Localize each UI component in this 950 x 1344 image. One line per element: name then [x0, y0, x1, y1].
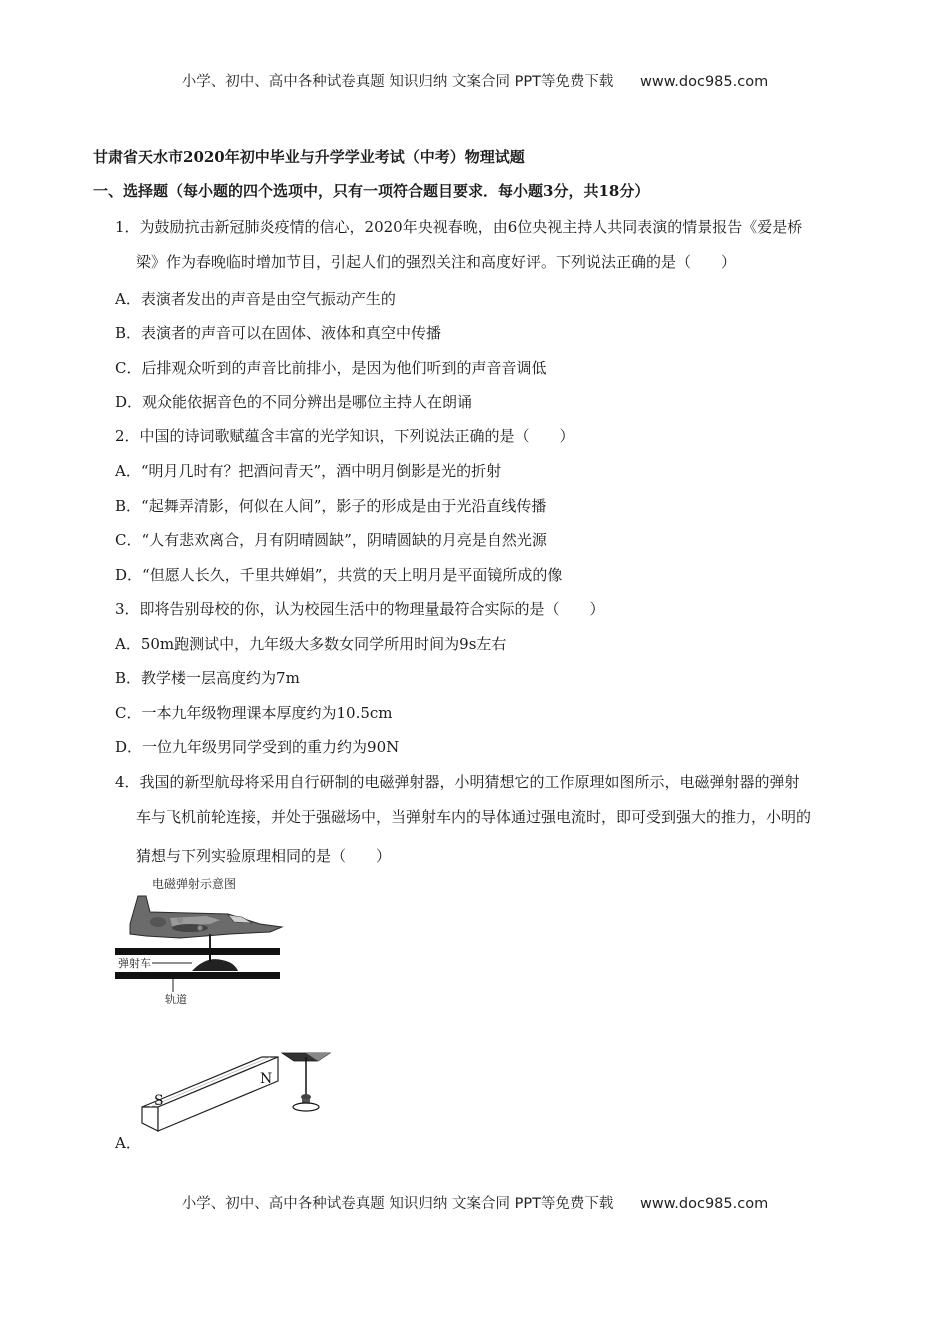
header-text: 小学、初中、高中各种试卷真题 知识归纳 文案合同 PPT等免费下载 [181, 74, 614, 90]
question-1-option-a: A．表演者发出的声音是由空气振动产生的 [115, 290, 396, 308]
question-2-line-1: 2．中国的诗词歌赋蕴含丰富的光学知识，下列说法正确的是（ ） [115, 427, 575, 445]
jet-aircraft-image [130, 896, 282, 952]
magnet-pole-s: S [154, 1093, 164, 1109]
question-1-line-2: 梁》作为春晚临时增加节目，引起人们的强烈关注和高度好评。下列说法正确的是（ ） [136, 253, 737, 271]
catapult-diagram [110, 872, 290, 1012]
page-footer [0, 1192, 950, 1213]
footer-text: 小学、初中、高中各种试卷真题 知识归纳 文案合同 PPT等免费下载 [181, 1196, 614, 1212]
page-header [0, 70, 950, 91]
question-4-option-a: A． [115, 1134, 141, 1152]
question-3-line-1: 3．即将告别母校的你，认为校园生活中的物理量最符合实际的是（ ） [115, 600, 605, 618]
exam-title: 甘肃省天水市2020年初中毕业与升学学业考试（中考）物理试题 [93, 148, 525, 166]
footer-site-link[interactable]: www.doc985.com [640, 1196, 769, 1212]
question-1-line-1: 1．为鼓励抗击新冠肺炎疫情的信心，2020年央视春晚，由6位央视主持人共同表演的情景报告《爱是桥 [115, 218, 803, 236]
deck-bar [115, 948, 280, 955]
bar-magnet-figure [130, 1045, 350, 1145]
catapult-car-shape [192, 959, 238, 971]
question-2-option-c: C．“人有悲欢离合，月有阴晴圆缺”，阴晴圆缺的月亮是自然光源 [115, 531, 547, 549]
question-1-option-d: D．观众能依据音色的不同分辨出是哪位主持人在朗诵 [115, 393, 473, 411]
question-4-line-1: 4．我国的新型航母将采用自行研制的电磁弹射器，小明猜想它的工作原理如图所示，电磁弹射器的弹射 [115, 773, 800, 791]
section-heading: 一、选择题（每小题的四个选项中，只有一项符合题目要求．每小题3分，共18分） [93, 182, 650, 200]
question-4-line-2: 车与飞机前轮连接，并处于强磁场中，当弹射车内的导体通过强电流时，即可受到强大的推力，小明的 [136, 808, 812, 826]
label-catapult-car: 弹射车 [118, 957, 151, 970]
question-3-option-c: C．一本九年级物理课本厚度约为10.5cm [115, 704, 393, 722]
magnet-pole-n: N [260, 1071, 273, 1087]
catapult-diagram-caption: 电磁弹射示意图 [152, 877, 237, 891]
question-3-option-a: A．50m跑测试中，九年级大多数女同学所用时间为9s左右 [115, 635, 507, 653]
question-3-option-b: B．教学楼一层高度约为7m [115, 669, 300, 687]
compass-needle-stand [282, 1053, 330, 1111]
question-2-option-d: D．“但愿人长久，千里共婵娟”，共赏的天上明月是平面镜所成的像 [115, 566, 563, 584]
question-2-option-b: B．“起舞弄清影，何似在人间”，影子的形成是由于光沿直线传播 [115, 497, 547, 515]
question-1-option-b: B．表演者的声音可以在固体、液体和真空中传播 [115, 324, 442, 342]
track-bar [115, 972, 280, 979]
question-4-line-3: 猜想与下列实验原理相同的是（ ） [136, 847, 392, 865]
header-site-link[interactable]: www.doc985.com [640, 74, 769, 90]
label-track: 轨道 [165, 993, 187, 1006]
question-2-option-a: A．“明月几时有？把酒问青天”，酒中明月倒影是光的折射 [115, 462, 502, 480]
question-1-option-c: C．后排观众听到的声音比前排小，是因为他们听到的声音音调低 [115, 359, 547, 377]
question-3-option-d: D．一位九年级男同学受到的重力约为90N [115, 738, 400, 756]
